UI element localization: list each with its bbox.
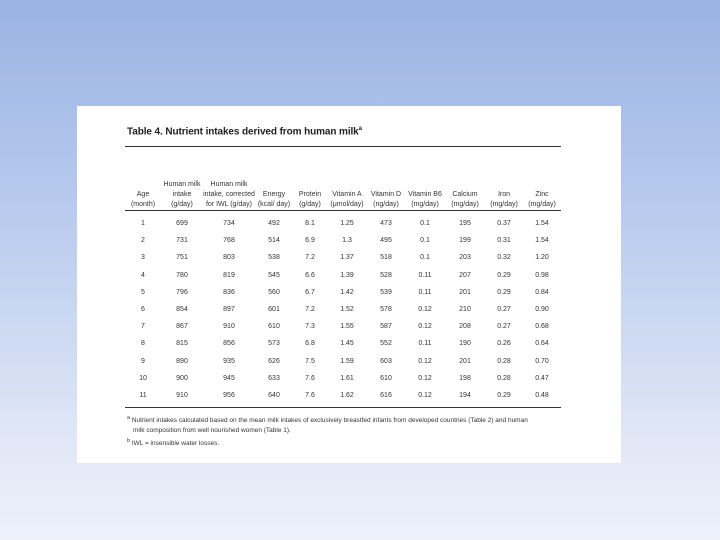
table-cell: 0.84 — [535, 288, 549, 296]
table-row — [125, 249, 561, 266]
table-row — [125, 318, 561, 335]
table-cell: 199 — [459, 237, 471, 245]
table-cell: 856 — [223, 340, 235, 348]
table-cell: 803 — [223, 254, 235, 262]
table-row — [125, 211, 561, 232]
footnote-b: $^b$ IWL = insensible water losses. — [127, 438, 220, 448]
table-cell: 1.55 — [340, 323, 354, 331]
table-cell: 0.37 — [497, 220, 511, 228]
table-cell: 734 — [223, 220, 235, 228]
table-cell: 518 — [380, 254, 392, 262]
table-cell: 610 — [380, 374, 392, 382]
table-cell: 6.9 — [305, 237, 315, 245]
table-cell: 0.70 — [535, 357, 549, 365]
table-cell: 603 — [380, 357, 392, 365]
table-cell: 910 — [223, 323, 235, 331]
embedded-table-image — [77, 106, 621, 463]
column-header: Human milk intake, corrected for IWL (g/day) — [203, 181, 255, 208]
table-title: Table 4. Nutrient intakes derived from human milk$^a$ — [127, 126, 362, 138]
table-cell: 552 — [380, 340, 392, 348]
table-row — [125, 301, 561, 318]
table-cell: 8.1 — [305, 220, 315, 228]
table-row — [125, 284, 561, 301]
table-cell: 1.61 — [340, 374, 354, 382]
table-cell: 195 — [459, 220, 471, 228]
table-cell: 6 — [141, 306, 145, 314]
table-cell: 1.39 — [340, 271, 354, 279]
table-cell: 194 — [459, 391, 471, 399]
table-cell: 0.11 — [418, 288, 432, 296]
column-header: Iron (mg/day) — [490, 191, 518, 208]
table-cell: 1.54 — [535, 237, 549, 245]
column-header: Vitamin B6 (mg/day) — [408, 191, 442, 208]
table-cell: 0.28 — [497, 374, 511, 382]
table-cell: 495 — [380, 237, 392, 245]
table-cell: 0.27 — [497, 306, 511, 314]
table-cell: 780 — [176, 271, 188, 279]
table-cell: 0.28 — [497, 357, 511, 365]
table-cell: 640 — [268, 391, 280, 399]
table-cell: 867 — [176, 323, 188, 331]
table-cell: 9 — [141, 357, 145, 365]
table-cell: 0.29 — [497, 271, 511, 279]
table-cell: 4 — [141, 271, 145, 279]
table-footnotes — [127, 413, 563, 449]
table-cell: 0.68 — [535, 323, 549, 331]
footnote-a: $^a$ Nutrient intakes calculated based on the mean milk intakes of exclusively breastfed infants from developed countries (Table 2) and human milk composition from well nourished women (Table 1). — [127, 415, 528, 435]
table-top-rule — [125, 146, 561, 147]
table-cell: 1.25 — [340, 220, 354, 228]
table-cell: 610 — [268, 323, 280, 331]
table-cell: 0.1 — [420, 220, 430, 228]
table-cell: 0.31 — [497, 237, 511, 245]
column-header: Human milk intake (g/day) — [163, 181, 201, 208]
table-cell: 0.29 — [497, 288, 511, 296]
table-cell: 0.98 — [535, 271, 549, 279]
header-row — [125, 148, 561, 211]
table-cell: 10 — [139, 374, 147, 382]
table-cell: 633 — [268, 374, 280, 382]
table-cell: 935 — [223, 357, 235, 365]
table-cell: 1.3 — [342, 237, 352, 245]
table-cell: 0.11 — [418, 271, 432, 279]
table-cell: 0.12 — [418, 357, 432, 365]
table-row — [125, 353, 561, 370]
table-cell: 1.52 — [340, 306, 354, 314]
table-cell: 6.6 — [305, 271, 315, 279]
table-cell: 0.12 — [418, 391, 432, 399]
table-cell: 1.62 — [340, 391, 354, 399]
table-cell: 6.8 — [305, 340, 315, 348]
table-row — [125, 335, 561, 352]
table-body — [125, 211, 561, 404]
table-cell: 0.27 — [497, 323, 511, 331]
table-cell: 7.6 — [305, 374, 315, 382]
table-cell: 6.7 — [305, 288, 315, 296]
table-bottom-rule — [125, 407, 561, 408]
table-cell: 198 — [459, 374, 471, 382]
table-cell: 201 — [459, 357, 471, 365]
table-cell: 945 — [223, 374, 235, 382]
table-cell: 601 — [268, 306, 280, 314]
table-cell: 8 — [141, 340, 145, 348]
table-cell: 1.37 — [340, 254, 354, 262]
table-cell: 0.47 — [535, 374, 549, 382]
table-cell: 190 — [459, 340, 471, 348]
table-cell: 210 — [459, 306, 471, 314]
table-cell: 539 — [380, 288, 392, 296]
table-cell: 5 — [141, 288, 145, 296]
table-cell: 11 — [139, 391, 147, 399]
table-row — [125, 387, 561, 404]
table-cell: 3 — [141, 254, 145, 262]
table-cell: 492 — [268, 220, 280, 228]
table-cell: 0.11 — [418, 340, 432, 348]
table-cell: 7.2 — [305, 306, 315, 314]
table-cell: 731 — [176, 237, 188, 245]
table-cell: 897 — [223, 306, 235, 314]
table-cell: 900 — [176, 374, 188, 382]
table-cell: 7.2 — [305, 254, 315, 262]
table-cell: 751 — [176, 254, 188, 262]
table-cell: 626 — [268, 357, 280, 365]
table-cell: 208 — [459, 323, 471, 331]
table-cell: 1.42 — [340, 288, 354, 296]
column-header: Vitamin D (ng/day) — [370, 191, 402, 208]
table-cell: 1.45 — [340, 340, 354, 348]
table-cell: 854 — [176, 306, 188, 314]
column-header: Calcium (mg/day) — [451, 191, 479, 208]
table-cell: 1.54 — [535, 220, 549, 228]
table-cell: 7.5 — [305, 357, 315, 365]
table-row — [125, 370, 561, 387]
table-cell: 0.48 — [535, 391, 549, 399]
table-cell: 796 — [176, 288, 188, 296]
table-cell: 7.3 — [305, 323, 315, 331]
table-row — [125, 267, 561, 284]
table-cell: 0.32 — [497, 254, 511, 262]
table-cell: 560 — [268, 288, 280, 296]
table-cell: 514 — [268, 237, 280, 245]
table-cell: 1 — [141, 220, 145, 228]
column-header: Vitamin A (μmol/day) — [330, 191, 364, 208]
table-cell: 836 — [223, 288, 235, 296]
table-cell: 1.20 — [535, 254, 549, 262]
nutrient-intake-table — [125, 148, 561, 404]
table-cell: 573 — [268, 340, 280, 348]
table-cell: 0.26 — [497, 340, 511, 348]
table-cell: 0.1 — [420, 237, 430, 245]
table-cell: 538 — [268, 254, 280, 262]
column-header: Energy (kcal/ day) — [257, 191, 291, 208]
column-header: Protein (g/day) — [298, 191, 322, 208]
table-cell: 0.12 — [418, 323, 432, 331]
table-cell: 768 — [223, 237, 235, 245]
table-cell: 815 — [176, 340, 188, 348]
table-cell: 201 — [459, 288, 471, 296]
table-cell: 910 — [176, 391, 188, 399]
table-cell: 7 — [141, 323, 145, 331]
table-row — [125, 232, 561, 249]
table-cell: 203 — [459, 254, 471, 262]
table-cell: 587 — [380, 323, 392, 331]
table-cell: 616 — [380, 391, 392, 399]
table-cell: 956 — [223, 391, 235, 399]
table-cell: 890 — [176, 357, 188, 365]
table-cell: 0.29 — [497, 391, 511, 399]
table-cell: 819 — [223, 271, 235, 279]
table-cell: 1.59 — [340, 357, 354, 365]
column-header: Zinc (mg/day) — [528, 191, 556, 208]
table-cell: 7.6 — [305, 391, 315, 399]
table-cell: 0.12 — [418, 374, 432, 382]
table-cell: 528 — [380, 271, 392, 279]
table-cell: 0.64 — [535, 340, 549, 348]
table-cell: 578 — [380, 306, 392, 314]
table-cell: 2 — [141, 237, 145, 245]
table-cell: 0.1 — [420, 254, 430, 262]
column-header: Age (month) — [130, 191, 156, 208]
table-cell: 0.12 — [418, 306, 432, 314]
table-cell: 699 — [176, 220, 188, 228]
title-footnote-marker: a — [358, 126, 362, 132]
table-cell: 473 — [380, 220, 392, 228]
table-cell: 207 — [459, 271, 471, 279]
table-cell: 545 — [268, 271, 280, 279]
table-cell: 0.90 — [535, 306, 549, 314]
